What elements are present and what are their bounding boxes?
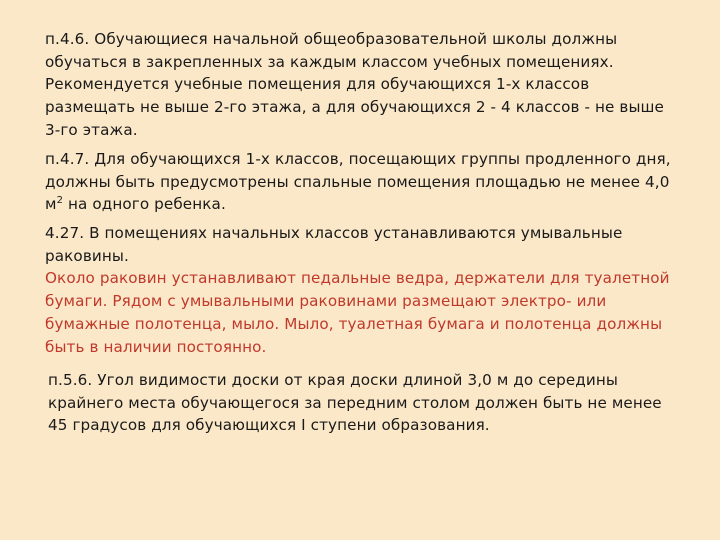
highlighted-text-line: бумаги. Рядом с умывальными раковинами размещают электро- или (45, 292, 607, 311)
paragraph-5-6 (48, 369, 688, 437)
highlighted-text-line: быть в наличии постоянно. (45, 337, 267, 356)
text-line: Рекомендуется учебные помещения для обучающихся 1-х классов (45, 75, 590, 94)
paragraph-4-27 (45, 222, 685, 358)
text-line: п.4.7. Для обучающихся 1-х классов, посещающих группы продленного дня, (45, 150, 671, 168)
text-line: 4.27. В помещениях начальных классов устанавливаются умывальные (45, 224, 623, 242)
area-rest: на одного ребенка. (63, 195, 226, 214)
text-line: размещать не выше 2-го этажа, а для обучающихся 2 - 4 классов - не выше (45, 98, 664, 117)
text-line: 45 градусов для обучающихся I ступени образования. (48, 416, 490, 435)
paragraph-4-7 (45, 148, 685, 216)
text-line-area (45, 193, 685, 216)
text-line: 3-го этажа. (45, 120, 138, 139)
text-line: обучаться в закрепленных за каждым классом учебных помещениях. (45, 52, 614, 71)
area-unit: м (45, 195, 57, 214)
text-line: раковины. (45, 246, 129, 265)
text-line: крайнего места обучающегося за передним столом должен быть не менее (48, 393, 662, 412)
text-line: п.4.6. Обучающиеся начальной общеобразовательной школы должны (45, 30, 618, 48)
highlighted-text-line: Около раковин устанавливают педальные ведра, держатели для туалетной (45, 269, 670, 288)
paragraph-4-6 (45, 28, 685, 142)
highlighted-text-line: бумажные полотенца, мыло. Мыло, туалетная бумага и полотенца должны (45, 314, 663, 333)
area-superscript: 2 (56, 195, 64, 207)
text-line: п.5.6. Угол видимости доски от края доски длиной 3,0 м до середины (48, 371, 618, 389)
text-line: должны быть предусмотрены спальные помещения площадью не менее 4,0 (45, 172, 670, 191)
